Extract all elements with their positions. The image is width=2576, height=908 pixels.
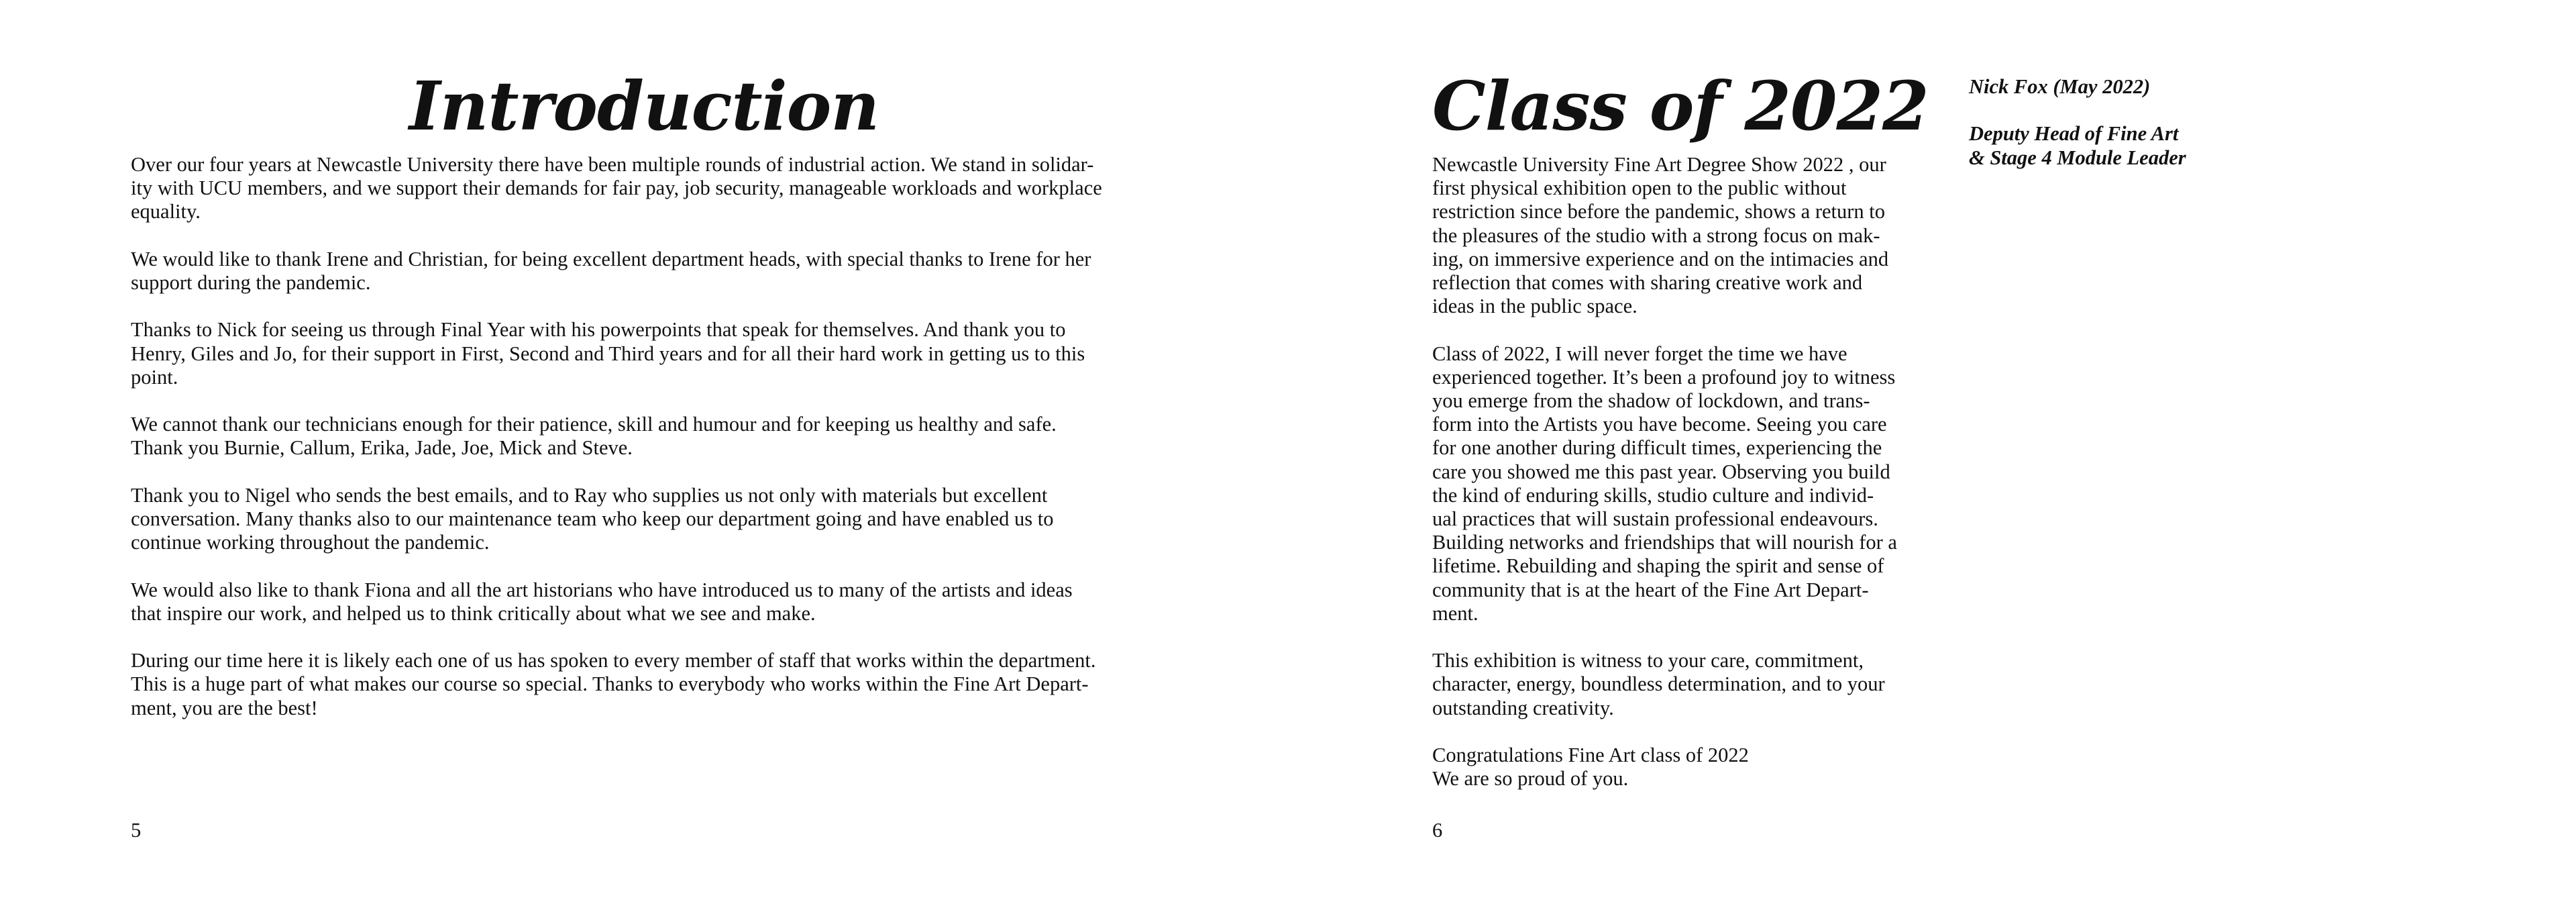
author-role: Deputy Head of Fine Art & Stage 4 Module Leader	[1969, 122, 2186, 169]
paragraph: During our time here it is likely each one of us has spoken to every member of staff that works within the department. This is a huge part of what makes our course so special. Thanks to everybody who works within the Fine Art Depart- ment, you are the best!	[131, 649, 1096, 719]
paragraph: Class of 2022, I will never forget the time we have experienced together. It’s been a profound joy to witness you emerge from the shadow of lockdown, and trans- form into the Artists you have become. Seeing you care for one another during difficult times, experiencing the care you showed me this past year. Observing you build the kind of enduring skills, studio culture and individ- ual practices that will sustain professional endeavours. Building networks and friendships that will nourish for a lifetime. Rebuilding and shaping the spirit and sense of community that is at the heart of the Fine Art Depart- ment.	[1432, 342, 1897, 625]
author-name: Nick Fox (May 2022)	[1969, 75, 2151, 98]
paragraph: Congratulations Fine Art class of 2022 We are so proud of you.	[1432, 744, 1749, 791]
paragraph: Thank you to Nigel who sends the best emails, and to Ray who supplies us not only with materials but excellent conversation. Many thanks also to our maintenance team who keep our department going and have enabled us to continue working throughout the pandemic.	[131, 483, 1054, 554]
right-page	[1288, 0, 2576, 908]
paragraph: Thanks to Nick for seeing us through Final Year with his powerpoints that speak for themselves. And thank you to Henry, Giles and Jo, for their support in First, Second and Third years and for all their hard work in getting us to this point.	[131, 318, 1085, 389]
page-number: 6	[1432, 819, 1443, 842]
paragraph: We would also like to thank Fiona and all the art historians who have introduced us to many of the artists and ideas that inspire our work, and helped us to think critically about what we see and make.	[131, 578, 1073, 625]
paragraph: Over our four years at Newcastle University there have been multiple rounds of industrial action. We stand in solidar- ity with UCU members, and we support their demands for fair pay, job security, manageable workloads and workplace equality.	[131, 153, 1102, 223]
paragraph: We would like to thank Irene and Christian, for being excellent department heads, with special thanks to Irene for her support during the pandemic.	[131, 247, 1091, 294]
page-title: Class of 2022	[1432, 66, 1929, 146]
paragraph: We cannot thank our technicians enough for their patience, skill and humour and for keeping us healthy and safe. Thank you Burnie, Callum, Erika, Jade, Joe, Mick and Steve.	[131, 413, 1057, 460]
page-title: Introduction	[409, 66, 879, 146]
introduction-body	[131, 153, 1177, 744]
page-number: 5	[131, 819, 142, 842]
paragraph: Newcastle University Fine Art Degree Show 2022 , our first physical exhibition open to the public without restriction since before the pandemic, shows a return to the pleasures of the studio with a strong focus on mak- ing, on immersive experience and on the intimacies and reflection that comes with sharing creative work and ideas in the public space.	[1432, 153, 1889, 318]
paragraph: This exhibition is witness to your care, commitment, character, energy, boundless determination, and to your outstanding creativity.	[1432, 649, 1885, 719]
class-of-2022-body	[1432, 153, 1942, 815]
author-signature	[1969, 75, 2318, 170]
